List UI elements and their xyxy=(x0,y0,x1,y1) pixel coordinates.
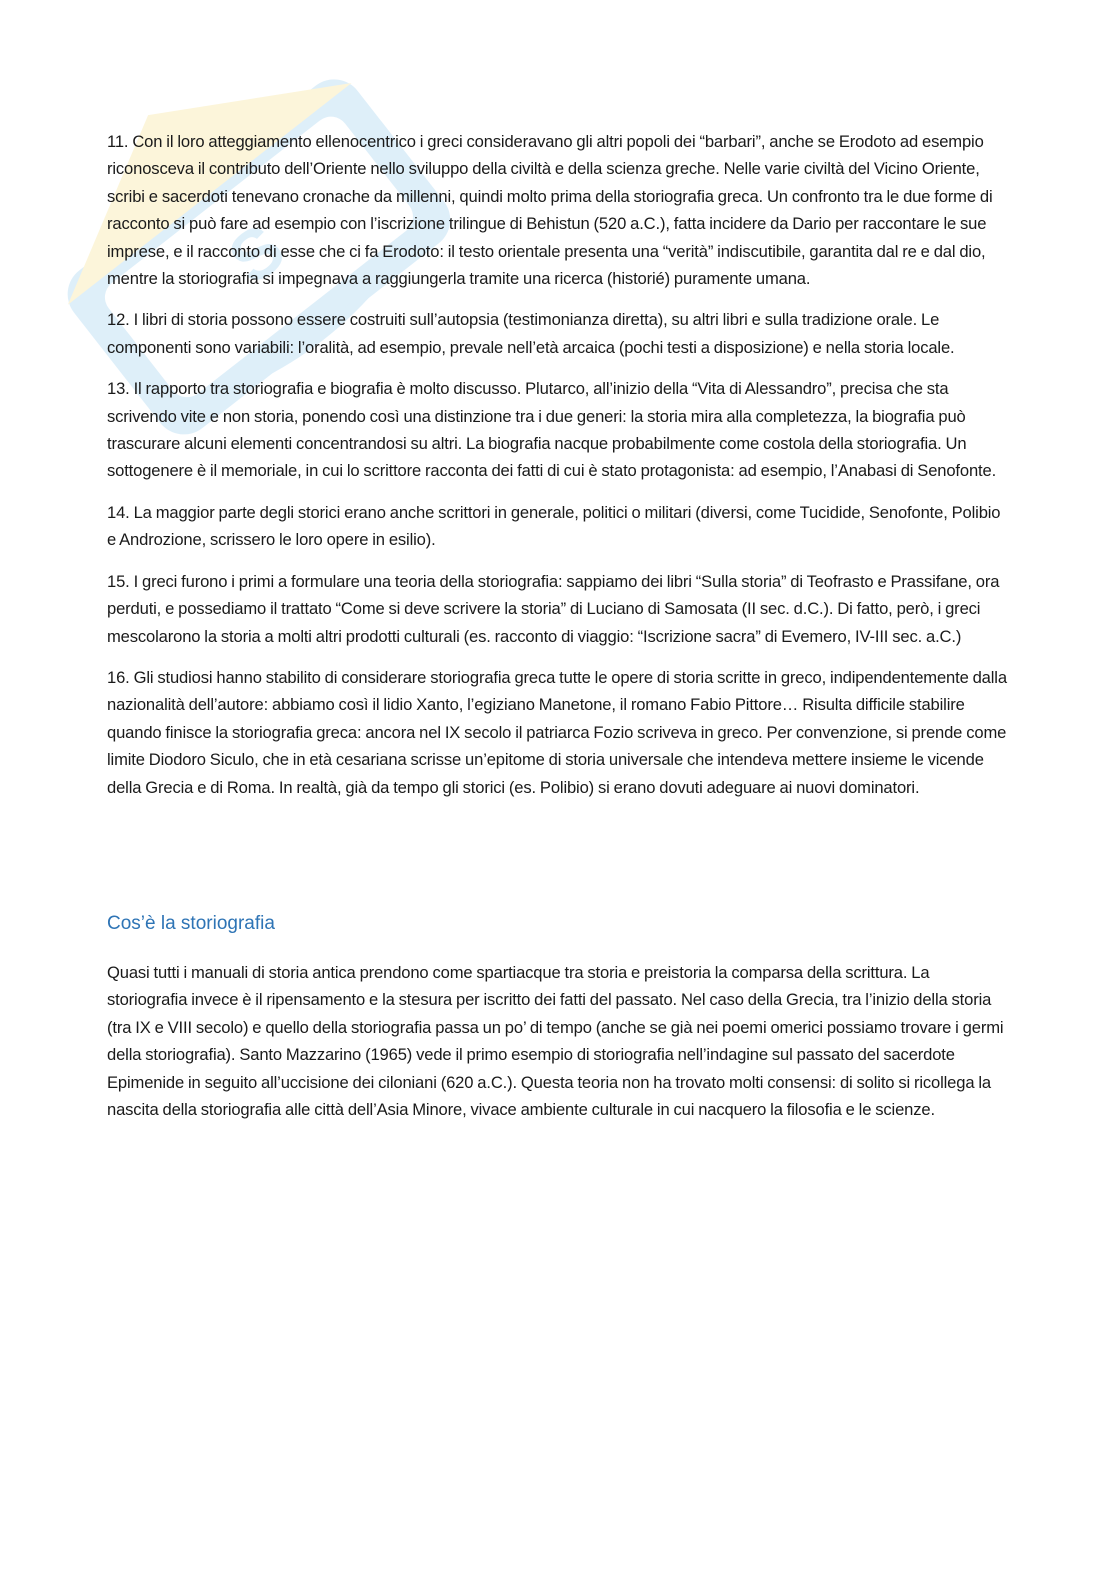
paragraph-12: 12. I libri di storia possono essere costruiti sull’autopsia (testimonianza diretta), su altri libri e sulla tradizione orale. Le componenti sono variabili: l’oralità, ad esempio, prevale nell’età arcaica (pochi testi a disposizione) e nella storia locale. xyxy=(107,310,955,357)
paragraph-14: 14. La maggior parte degli storici erano anche scrittori in generale, politici o militari (diversi, come Tucidide, Senofonte, Polibio e Androzione, scrissero le loro opere in esilio). xyxy=(107,502,1001,550)
section-heading: Cos’è la storiografia xyxy=(107,912,275,934)
document-page xyxy=(107,128,1007,1137)
svg-text:S: S xyxy=(214,208,299,299)
paragraph-13: 13. Il rapporto tra storiografia e biografia è molto discusso. Plutarco, all’inizio della “Vita di Alessandro”, precisa che sta scrivendo vite e non storia, ponendo così una distinzione tra i due generi: la storia mira alla completezza, la biografia può trascurare alcuni elementi concentrandosi su altri. La biografia nacque probabilmente come costola della storiografia. Un sottogenere è il memoriale, in cui lo scrittore racconta dei fatti di cui è stato protagonista: ad esempio, l’Anabasi di Senofonte. xyxy=(107,379,997,481)
paragraph-11: 11. Con il loro atteggiamento ellenocentrico i greci consideravano gli altri popoli dei “barbari”, anche se Erodoto ad esempio riconosceva il contributo dell’Oriente nello sviluppo della civiltà e della scienza greche. Nelle varie civiltà del Vicino Oriente, scribi e sacerdoti tenevano cronache da millenni, quindi molto prima della storiografia greca. Un confronto tra le due forme di racconto si può fare ad esempio con l’iscrizione trilingue di Behistun (520 a.C.), fatta incidere da Dario per raccontare le sue imprese, e il racconto di esse che ci fa Erodoto: il testo orientale presenta una “verità” indiscutibile, garantita dal re e dal dio, mentre la storiografia si impegnava a raggiungerla tramite una ricerca (historié) puramente umana. xyxy=(107,132,993,289)
paragraph-15: 15. I greci furono i primi a formulare una teoria della storiografia: sappiamo dei libri “Sulla storia” di Teofrasto e Prassifane, ora perduti, e possediamo il trattato “Come si deve scrivere la storia” di Luciano di Samosata (II sec. d.C.). Di fatto, però, i greci mescolarono la storia a molti altri prodotti culturali (es. racconto di viaggio: “Iscrizione sacra” di Evemero, IV-III sec. a.C.) xyxy=(107,571,1000,646)
paragraph-16: 16. Gli studiosi hanno stabilito di considerare storiografia greca tutte le opere di storia scritte in greco, indipendentemente dalla nazionalità dell’autore: abbiamo così il lidio Xanto, l’egiziano Manetone, il romano Fabio Pittore… Risulta difficile stabilire quando finisce la storiografia greca: ancora nel IX secolo il patriarca Fozio scriveva in greco. Per convenzione, si prende come limite Diodoro Siculo, che in età cesariana scrisse un’epitome di storia universale che intendeva mettere insieme le vicende della Grecia e di Roma. In realtà, già da tempo gli storici (es. Polibio) si erano dovuti adeguare ai nuovi dominatori. xyxy=(107,667,1007,797)
section-paragraph: Quasi tutti i manuali di storia antica prendono come spartiacque tra storia e preistoria la comparsa della scrittura. La storiografia invece è il ripensamento e la stesura per iscritto dei fatti del passato. Nel caso della Grecia, tra l’inizio della storia (tra IX e VIII secolo) e quello della storiografia passa un po’ di tempo (anche se già nei poemi omerici possiamo trovare i germi della storiografia). Santo Mazzarino (1965) vede il primo esempio di storiografia nell’indagine sul passato del sacerdote Epimenide in seguito all’uccisione dei ciloniani (620 a.C.). Questa teoria non ha trovato molti consensi: di solito si ricollega la nascita della storiografia alle città dell’Asia Minore, vivace ambiente culturale in cui nacquero la filosofia e le scienze. xyxy=(107,962,1004,1119)
